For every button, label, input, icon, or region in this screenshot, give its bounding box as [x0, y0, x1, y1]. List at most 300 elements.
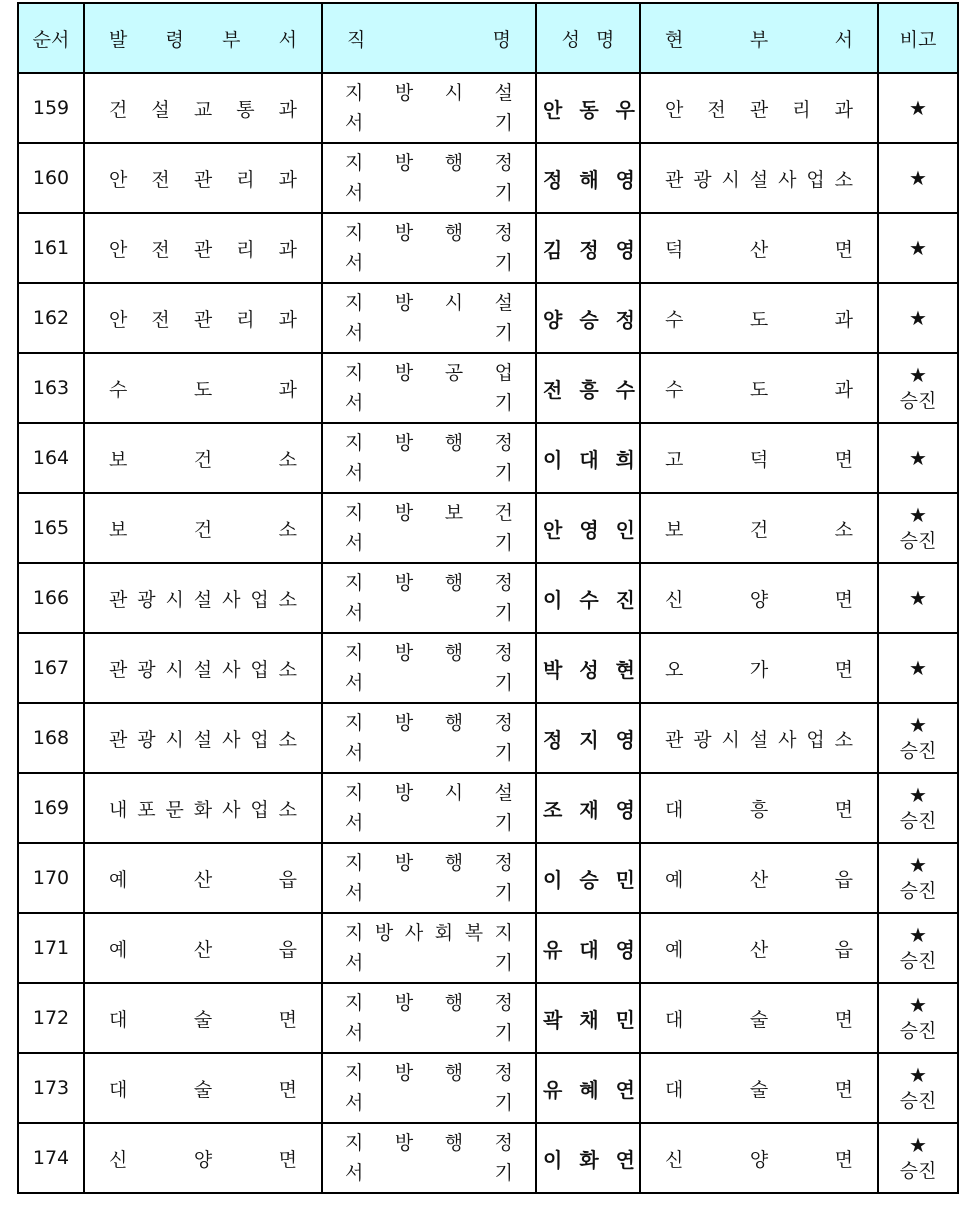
char: 설: [193, 658, 213, 681]
char: 영: [615, 937, 635, 962]
char: 광: [693, 168, 712, 191]
char: 업: [806, 728, 825, 751]
star-icon: ★: [909, 993, 927, 1017]
char: 과: [834, 378, 853, 401]
seq-cell: 160: [18, 143, 84, 213]
promotion-note: 승진: [899, 1160, 937, 1182]
char: 리: [236, 308, 255, 331]
char: 시: [444, 292, 464, 314]
promotion-note: 승진: [899, 390, 937, 412]
dept-cell: [84, 213, 322, 283]
char: 설: [193, 588, 213, 611]
personnel-appointment-table: [17, 2, 959, 1194]
char: 지: [345, 362, 364, 384]
char: 광: [137, 728, 156, 751]
star-icon: ★: [909, 1063, 927, 1087]
char: 정: [579, 237, 599, 262]
char: 내: [109, 798, 128, 821]
char: 지: [345, 572, 364, 594]
char: 정: [494, 432, 513, 454]
char: 지: [345, 922, 364, 944]
char: 업: [250, 798, 269, 821]
dept-cell: [84, 843, 322, 913]
char: 교: [193, 98, 213, 121]
star-icon: ★: [909, 1133, 927, 1157]
char: 유: [543, 1077, 563, 1102]
char: 행: [444, 992, 464, 1014]
char: 면: [278, 1148, 297, 1171]
char: 영: [615, 167, 635, 192]
position-cell: [322, 353, 536, 423]
char: 광: [137, 658, 156, 681]
char: 서: [834, 28, 853, 51]
char: 안: [543, 517, 563, 542]
char: 면: [834, 1148, 853, 1171]
dept-cell: [84, 143, 322, 213]
char: 보: [109, 518, 128, 541]
char: 방: [394, 1132, 414, 1154]
char: 관: [665, 168, 684, 191]
position-cell: [322, 843, 536, 913]
char: 곽: [543, 1007, 563, 1032]
char: 시: [165, 658, 184, 681]
current-dept-cell: [640, 703, 878, 773]
char: 술: [749, 1008, 769, 1031]
char: 지: [345, 152, 364, 174]
char: 방: [394, 782, 414, 804]
star-icon: ★: [909, 363, 927, 387]
char: 조: [543, 797, 563, 822]
dept-cell: [84, 633, 322, 703]
seq-cell: 170: [18, 843, 84, 913]
seq-cell: 162: [18, 283, 84, 353]
char: 과: [278, 308, 297, 331]
char: 예: [109, 938, 128, 961]
char: 술: [749, 1078, 769, 1101]
char: 안: [109, 308, 128, 331]
name-cell: [536, 143, 640, 213]
char: 관: [193, 238, 213, 261]
char: 소: [278, 588, 297, 611]
char: 서: [345, 322, 364, 344]
char: 관: [193, 308, 213, 331]
remark-cell: [878, 353, 958, 423]
char: 서: [345, 1162, 364, 1184]
char: 면: [834, 1008, 853, 1031]
char: 채: [579, 1007, 599, 1032]
current-dept-cell: [640, 983, 878, 1053]
char: 기: [494, 602, 513, 624]
char: 안: [109, 238, 128, 261]
char: 관: [193, 168, 213, 191]
char: 정: [494, 1132, 513, 1154]
name-cell: [536, 563, 640, 633]
char: 관: [109, 728, 128, 751]
char: 동: [579, 97, 599, 122]
char: 업: [250, 728, 269, 751]
seq-cell: 168: [18, 703, 84, 773]
char: 광: [693, 728, 712, 751]
char: 업: [494, 362, 513, 384]
char: 기: [494, 1092, 513, 1114]
position-cell: [322, 913, 536, 983]
char: 직: [347, 28, 366, 51]
char: 술: [193, 1008, 213, 1031]
char: 서: [345, 1022, 364, 1044]
dept-cell: [84, 1123, 322, 1193]
char: 행: [444, 1132, 464, 1154]
name-cell: [536, 73, 640, 143]
seq-cell: 166: [18, 563, 84, 633]
table-row: [18, 143, 958, 213]
dept-cell: [84, 283, 322, 353]
remark-cell: [878, 773, 958, 843]
char: 정: [494, 572, 513, 594]
remark-cell: [878, 703, 958, 773]
char: 지: [345, 712, 364, 734]
star-icon: ★: [909, 656, 927, 680]
char: 박: [543, 657, 563, 682]
char: 전: [151, 238, 170, 261]
char: 부: [749, 28, 769, 51]
char: 방: [394, 152, 414, 174]
remark-cell: [878, 843, 958, 913]
char: 승: [579, 307, 599, 332]
char: 신: [665, 1148, 684, 1171]
char: 기: [494, 462, 513, 484]
char: 건: [193, 518, 213, 541]
char: 행: [444, 712, 464, 734]
char: 공: [444, 362, 464, 384]
char: 과: [834, 308, 853, 331]
char: 흥: [579, 377, 599, 402]
char: 소: [278, 448, 297, 471]
remark-cell: [878, 283, 958, 353]
char: 건: [109, 98, 128, 121]
star-icon: ★: [909, 96, 927, 120]
seq-cell: 164: [18, 423, 84, 493]
char: 산: [749, 938, 769, 961]
char: 면: [834, 238, 853, 261]
char: 회: [434, 922, 454, 944]
char: 방: [394, 1062, 414, 1084]
char: 사: [222, 798, 241, 821]
char: 소: [278, 658, 297, 681]
seq-cell: 163: [18, 353, 84, 423]
char: 읍: [834, 938, 853, 961]
char: 안: [665, 98, 684, 121]
char: 사: [778, 168, 797, 191]
current-dept-cell: [640, 353, 878, 423]
char: 수: [665, 308, 684, 331]
current-dept-cell: [640, 843, 878, 913]
char: 연: [615, 1147, 635, 1172]
char: 인: [615, 517, 635, 542]
position-cell: [322, 213, 536, 283]
char: 예: [109, 868, 128, 891]
char: 시: [721, 168, 740, 191]
char: 건: [749, 518, 769, 541]
remark-cell: [878, 633, 958, 703]
char: 수: [665, 378, 684, 401]
char: 읍: [278, 938, 297, 961]
char: 방: [394, 712, 414, 734]
char: 설: [494, 782, 513, 804]
dept-cell: [84, 1053, 322, 1123]
char: 정: [543, 167, 563, 192]
char: 산: [749, 868, 769, 891]
char: 정: [494, 992, 513, 1014]
char: 지: [345, 502, 364, 524]
position-cell: [322, 703, 536, 773]
table-row: [18, 1053, 958, 1123]
remark-cell: [878, 423, 958, 493]
char: 정: [494, 642, 513, 664]
char: 정: [494, 222, 513, 244]
promotion-note: 승진: [899, 1020, 937, 1042]
star-icon: ★: [909, 306, 927, 330]
char: 지: [345, 1062, 364, 1084]
char: 서: [345, 532, 364, 554]
dept-cell: [84, 493, 322, 563]
name-cell: [536, 493, 640, 563]
table-row: [18, 1123, 958, 1193]
header-position: [322, 3, 536, 73]
current-dept-cell: [640, 493, 878, 563]
char: 지: [345, 82, 364, 104]
char: 전: [151, 168, 170, 191]
char: 흥: [749, 798, 769, 821]
char: 지: [345, 782, 364, 804]
remark-cell: [878, 1123, 958, 1193]
char: 기: [494, 392, 513, 414]
current-dept-cell: [640, 633, 878, 703]
char: 이: [543, 587, 563, 612]
char: 기: [494, 1162, 513, 1184]
char: 가: [749, 658, 769, 681]
char: 정: [494, 152, 513, 174]
position-cell: [322, 983, 536, 1053]
position-cell: [322, 493, 536, 563]
char: 시: [444, 82, 464, 104]
header-seq: 순서: [18, 3, 84, 73]
char: 면: [834, 798, 853, 821]
char: 행: [444, 1062, 464, 1084]
char: 광: [137, 588, 156, 611]
char: 지: [345, 642, 364, 664]
char: 사: [222, 588, 241, 611]
seq-cell: 167: [18, 633, 84, 703]
char: 방: [394, 502, 414, 524]
char: 행: [444, 572, 464, 594]
current-dept-cell: [640, 143, 878, 213]
char: 서: [345, 672, 364, 694]
dept-cell: [84, 773, 322, 843]
char: 안: [543, 97, 563, 122]
char: 서: [278, 28, 297, 51]
name-cell: [536, 423, 640, 493]
char: 전: [707, 98, 726, 121]
star-icon: ★: [909, 236, 927, 260]
char: 양: [749, 1148, 769, 1171]
char: 소: [834, 728, 853, 751]
char: 사: [404, 922, 424, 944]
remark-cell: [878, 73, 958, 143]
char: 서: [345, 252, 364, 274]
char: 서: [345, 882, 364, 904]
promotion-note: 승진: [899, 740, 937, 762]
table-body: [18, 73, 958, 1193]
char: 시: [444, 782, 464, 804]
char: 정: [543, 727, 563, 752]
char: 해: [579, 167, 599, 192]
char: 기: [494, 112, 513, 134]
char: 방: [394, 292, 414, 314]
char: 설: [494, 292, 513, 314]
char: 건: [494, 502, 513, 524]
char: 설: [749, 728, 769, 751]
header-remark: 비고: [878, 3, 958, 73]
char: 지: [345, 222, 364, 244]
remark-cell: [878, 143, 958, 213]
table-row: [18, 633, 958, 703]
dept-cell: [84, 983, 322, 1053]
char: 면: [834, 588, 853, 611]
char: 승: [579, 867, 599, 892]
current-dept-cell: [640, 283, 878, 353]
table-row: [18, 843, 958, 913]
current-dept-cell: [640, 773, 878, 843]
position-cell: [322, 1123, 536, 1193]
char: 방: [394, 572, 414, 594]
char: 방: [394, 992, 414, 1014]
char: 양: [543, 307, 563, 332]
table-header: [18, 3, 958, 73]
char: 리: [236, 168, 255, 191]
char: 방: [394, 362, 414, 384]
char: 면: [278, 1078, 297, 1101]
char: 기: [494, 1022, 513, 1044]
char: 전: [151, 308, 170, 331]
name-cell: [536, 213, 640, 283]
char: 사: [778, 728, 797, 751]
char: 포: [137, 798, 156, 821]
position-cell: [322, 773, 536, 843]
current-dept-cell: [640, 563, 878, 633]
char: 서: [345, 392, 364, 414]
char: 시: [165, 588, 184, 611]
char: 연: [615, 1077, 635, 1102]
char: 설: [151, 98, 170, 121]
char: 관: [749, 98, 769, 121]
char: 기: [494, 952, 513, 974]
table-row: [18, 983, 958, 1053]
char: 민: [615, 867, 635, 892]
char: 지: [494, 922, 513, 944]
name-cell: [536, 703, 640, 773]
star-icon: ★: [909, 166, 927, 190]
char: 산: [749, 238, 769, 261]
char: 기: [494, 812, 513, 834]
char: 면: [278, 1008, 297, 1031]
char: 업: [806, 168, 825, 191]
char: 읍: [278, 868, 297, 891]
char: 신: [665, 588, 684, 611]
char: 이: [543, 867, 563, 892]
char: 민: [615, 1007, 635, 1032]
position-cell: [322, 73, 536, 143]
char: 읍: [834, 868, 853, 891]
char: 기: [494, 532, 513, 554]
remark-cell: [878, 563, 958, 633]
seq-cell: 165: [18, 493, 84, 563]
personnel-table-container: [17, 2, 959, 1194]
char: 이: [543, 1147, 563, 1172]
char: 기: [494, 182, 513, 204]
remark-cell: [878, 1053, 958, 1123]
char: 예: [665, 868, 684, 891]
char: 기: [494, 252, 513, 274]
char: 과: [278, 168, 297, 191]
char: 지: [345, 992, 364, 1014]
char: 령: [165, 28, 184, 51]
char: 소: [834, 518, 853, 541]
char: 정: [494, 712, 513, 734]
char: 부: [222, 28, 241, 51]
seq-cell: 161: [18, 213, 84, 283]
char: 정: [494, 1062, 513, 1084]
current-dept-cell: [640, 213, 878, 283]
char: 이: [543, 447, 563, 472]
char: 행: [444, 642, 464, 664]
char: 과: [834, 98, 853, 121]
char: 사: [222, 658, 241, 681]
position-cell: [322, 1053, 536, 1123]
char: 발: [109, 28, 128, 51]
current-dept-cell: [640, 1123, 878, 1193]
char: 명: [492, 28, 511, 51]
char: 보: [444, 502, 464, 524]
char: 설: [749, 168, 769, 191]
char: 서: [345, 182, 364, 204]
char: 건: [193, 448, 213, 471]
char: 리: [792, 98, 811, 121]
char: 현: [615, 657, 635, 682]
name-cell: [536, 283, 640, 353]
char: 설: [193, 728, 213, 751]
char: 지: [345, 432, 364, 454]
char: 도: [193, 378, 213, 401]
dept-cell: [84, 423, 322, 493]
position-cell: [322, 143, 536, 213]
dept-cell: [84, 563, 322, 633]
table-row: [18, 73, 958, 143]
char: 유: [543, 937, 563, 962]
char: 대: [579, 937, 599, 962]
name-cell: [536, 1053, 640, 1123]
dept-cell: [84, 353, 322, 423]
char: 대: [109, 1078, 128, 1101]
promotion-note: 승진: [899, 810, 937, 832]
char: 안: [109, 168, 128, 191]
char: 서: [345, 812, 364, 834]
char: 방: [394, 852, 414, 874]
char: 과: [278, 378, 297, 401]
char: 대: [109, 1008, 128, 1031]
char: 수: [109, 378, 128, 401]
table-row: [18, 283, 958, 353]
char: 영: [579, 517, 599, 542]
